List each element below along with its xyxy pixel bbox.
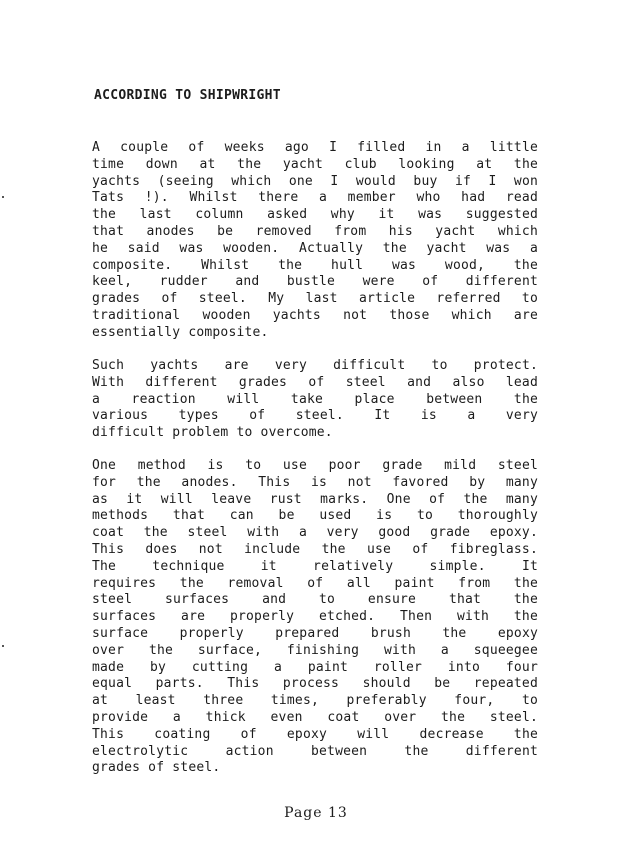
text-line: keel, rudder and bustle were of different bbox=[92, 274, 538, 290]
text-line: difficult problem to overcome. bbox=[92, 425, 333, 441]
text-line: at least three times, preferably four, to bbox=[92, 693, 538, 709]
text-line: coat the steel with a very good grade epoxy. bbox=[92, 525, 538, 541]
text-line: over the surface, finishing with a squeegee bbox=[92, 642, 538, 658]
text-line: he said was wooden. Actually the yacht was a bbox=[92, 240, 538, 256]
text-line: provide a thick even coat over the steel. bbox=[92, 709, 538, 725]
text-line: for the anodes. This is not favored by many bbox=[92, 474, 538, 490]
text-line: surfaces are properly etched. Then with the bbox=[92, 609, 538, 625]
scan-speck bbox=[2, 645, 4, 647]
text-line: surface properly prepared brush the epoxy bbox=[92, 625, 538, 641]
paragraph-2 bbox=[92, 358, 538, 442]
text-line: With different grades of steel and also lead bbox=[92, 374, 538, 390]
text-line: A couple of weeks ago I filled in a little bbox=[92, 140, 538, 155]
text-line: Tats !). Whilst there a member who had read bbox=[92, 190, 538, 206]
text-line: that anodes be removed from his yacht which bbox=[92, 223, 538, 239]
text-line: One method is to use poor grade mild steel bbox=[92, 458, 538, 473]
text-line: grades of steel. bbox=[92, 760, 221, 776]
text-line: essentially composite. bbox=[92, 324, 269, 340]
text-line: the last column asked why it was suggested bbox=[92, 207, 538, 223]
page-number: Page 13 bbox=[284, 805, 348, 821]
text-line: various types of steel. It is a very bbox=[92, 408, 538, 424]
text-line: Such yachts are very difficult to protect. bbox=[92, 358, 538, 373]
text-line: steel surfaces and to ensure that the bbox=[92, 592, 538, 608]
text-line: a reaction will take place between the bbox=[92, 391, 538, 407]
text-line: The technique it relatively simple. It bbox=[92, 558, 538, 574]
page-title: ACCORDING TO SHIPWRIGHT bbox=[94, 88, 281, 103]
text-line: composite. Whilst the hull was wood, the bbox=[92, 257, 538, 273]
text-line: methods that can be used is to thoroughly bbox=[92, 508, 538, 524]
text-line: requires the removal of all paint from the bbox=[92, 575, 538, 591]
text-line: equal parts. This process should be repeated bbox=[92, 676, 538, 692]
scan-speck bbox=[2, 196, 4, 198]
text-line: grades of steel. My last article referred to bbox=[92, 291, 538, 307]
text-line: This does not include the use of fibreglass. bbox=[92, 541, 538, 557]
text-line: electrolytic action between the different bbox=[92, 743, 538, 759]
paragraph-1 bbox=[92, 140, 538, 342]
text-line: yachts (seeing which one I would buy if I won bbox=[92, 173, 538, 189]
text-line: made by cutting a paint roller into four bbox=[92, 659, 538, 675]
text-line: traditional wooden yachts not those which are bbox=[92, 307, 538, 323]
text-line: This coating of epoxy will decrease the bbox=[92, 726, 538, 742]
text-line: time down at the yacht club looking at the bbox=[92, 156, 538, 172]
text-line: as it will leave rust marks. One of the many bbox=[92, 491, 538, 507]
paragraph-3 bbox=[92, 458, 538, 777]
